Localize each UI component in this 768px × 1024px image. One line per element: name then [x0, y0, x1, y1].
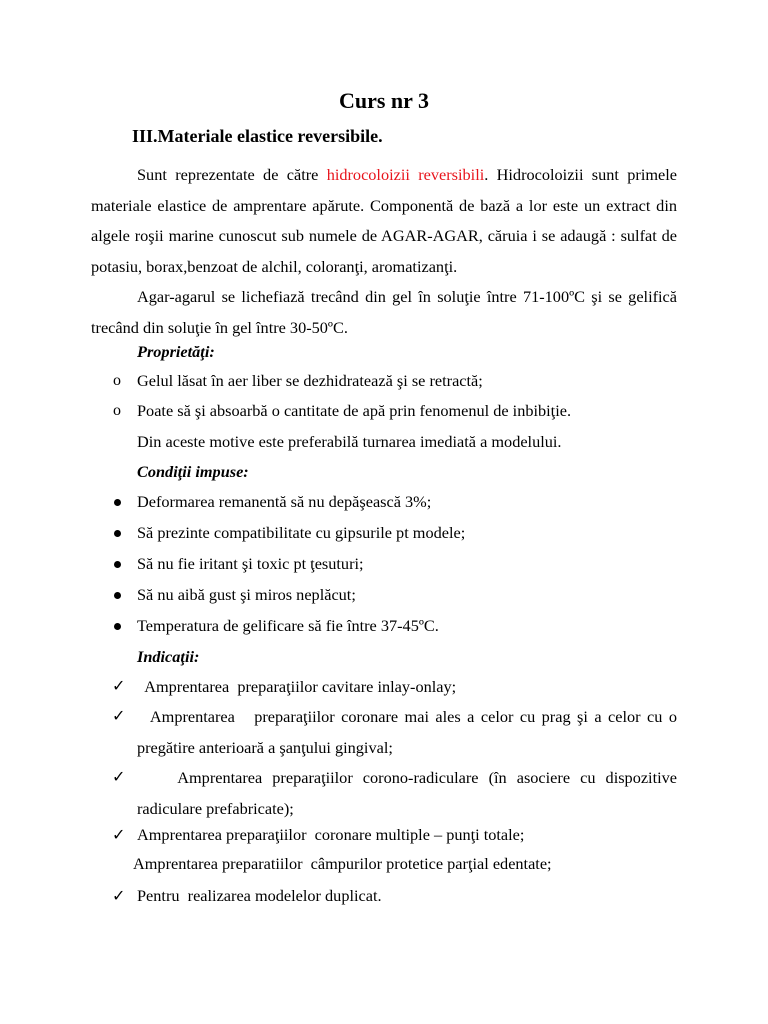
page-title: Curs nr 3 — [338, 88, 430, 113]
indication-item: Amprentarea preparaţiilor cavitare inlay-onlay; — [137, 677, 457, 696]
intro-text-end: . Hidrocoloizii sunt primele materiale elastice de amprentare apărute. Componentă de bază a lor este un extract din algele roşii marine cunoscut sub numele de AGAR-AGAR, căruia i se adaugă : sulfat de potasiu, borax,benzoat de alchil, coloranţi, aromatizanţi. — [91, 165, 677, 276]
condition-item: Să nu aibă gust şi miros neplăcut; — [137, 585, 356, 604]
condition-item: Să prezinte compatibilitate cu gipsurile pt modele; — [137, 523, 466, 542]
indication-item: Amprentarea preparaţiilor coronare mai ales a celor cu prag şi a celor cu o pregătire anterioară a şanţului gingival; — [137, 707, 682, 757]
properties-heading: Proprietăţi: — [137, 342, 215, 361]
condition-item: Deformarea remanentă să nu depăşească 3%; — [137, 492, 432, 511]
circle-bullet-icon: o — [113, 402, 121, 419]
indication-item: Amprentarea preparaţiilor corono-radiculare (în asociere cu dispozitive radiculare prefabricate); — [137, 768, 682, 818]
checkmark-icon: ✓ — [112, 888, 126, 905]
intro-text-start: Sunt reprezentate de către — [137, 165, 327, 184]
checkmark-icon: ✓ — [112, 827, 126, 844]
bullet-dot-icon — [114, 561, 121, 568]
bullet-dot-icon — [114, 623, 121, 630]
highlighted-term: hidrocoloizii reversibili — [326, 165, 485, 184]
condition-item: Temperatura de gelificare să fie între 37-45ºC. — [137, 616, 439, 635]
circle-bullet-icon: o — [113, 372, 121, 389]
checkmark-icon: ✓ — [112, 678, 126, 695]
indications-heading: Indicaţii: — [137, 647, 200, 666]
property-item: Gelul lăsat în aer liber se dezhidratează şi se retractă; — [137, 371, 483, 390]
checkmark-icon: ✓ — [112, 769, 126, 786]
indication-plain-line: Amprentarea preparatiilor câmpurilor protetice parţial edentate; — [133, 854, 552, 873]
checkmark-icon: ✓ — [112, 708, 126, 725]
properties-note: Din aceste motive este preferabilă turnarea imediată a modelului. — [137, 432, 562, 451]
bullet-dot-icon — [114, 592, 121, 599]
bullet-dot-icon — [114, 499, 121, 506]
intro-paragraph — [91, 160, 677, 282]
indication-item: Amprentarea preparaţiilor coronare multiple – punţi totale; — [137, 825, 525, 844]
bullet-dot-icon — [114, 530, 121, 537]
section-heading: III.Materiale elastice reversibile. — [132, 126, 383, 146]
agar-paragraph: Agar-agarul se lichefiază trecând din gel în soluţie între 71-100ºC şi se gelifică trecând din soluţie în gel între 30-50ºC. — [91, 287, 677, 337]
conditions-heading: Condiţii impuse: — [137, 462, 249, 481]
condition-item: Să nu fie iritant şi toxic pt ţesuturi; — [137, 554, 364, 573]
property-item: Poate să şi absoarbă o cantitate de apă prin fenomenul de inbibiţie. — [137, 401, 572, 420]
indication-item: Pentru realizarea modelelor duplicat. — [137, 886, 382, 905]
